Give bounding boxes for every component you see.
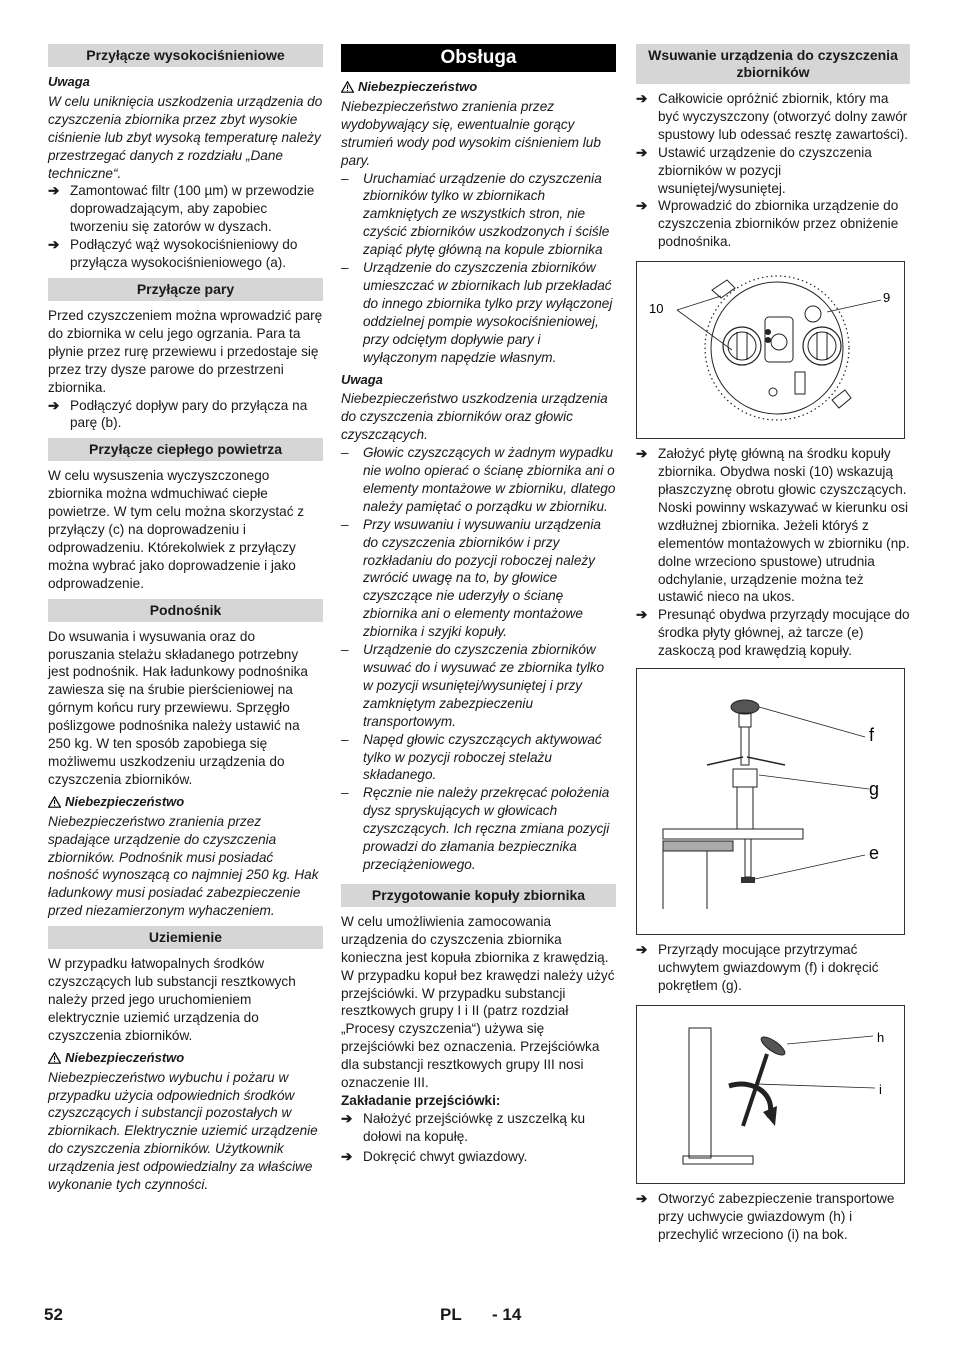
section-title-warm-air: Przyłącze ciepłego powietrza [48,438,323,461]
arrow-icon: ➔ [636,144,648,160]
section-title-high-pressure: Przyłącze wysokociśnieniowe [48,44,323,67]
figure-main-plate [636,261,905,439]
fig2-label-g: g [869,779,880,800]
instruction-item: ➔ Presunąć obydwa przyrządy mocujące do środka płyty głównej, aż tarcze (e) zaskoczą pod krawędzią kopuły. [636,607,910,659]
arrow-icon: ➔ [636,607,648,623]
paragraph: Przed czyszczeniem można wprowadzić parę do zbiornika w celu jego ogrzania. Para ta płynie przez rurę przewiewu i przedostaje się przez trzy dysze parowe do przestrzeni zbiornika. [48,307,323,395]
instruction-item: ➔ Zamontować filtr (100 µm) w przewodzie doprowadzającym, aby zapobiec tworzeniu się zatorów w dyszach. [48,183,315,235]
note-item: – Urządzenie do czyszczenia zbiorników wsuwać do i wysuwać ze zbiornika tylko w pozycji wsuniętej/wysuniętej i przy zamkniętym zabezpieczeniu transportowym. [341,642,605,729]
warning-icon [48,796,61,808]
figure-transport-lock [636,1005,905,1184]
section-title-insertion: Wsuwanie urządzenia do czyszczenia zbiorników [636,44,910,84]
danger-text: Niebezpieczeństwo zranienia przez wydobywający się, ewentualnie gorący strumień wody pod wysokim ciśnieniem lub pary. [341,98,601,168]
paragraph: W celu umożliwienia zamocowania urządzenia do czyszczenia zbiornika konieczna jest kopuła zbiornika z krawędzią. W przypadku kopuł bez krawędzi należy użyć przejściówki. W przypadku substancji resztkowych grupy I i II (patrz rozdział „Procesy czyszczenia“) używa się przejściówki bez oznaczenia. Przejściówka dla substancji resztkowych grupy III nosi oznaczenie III. [341,913,615,1091]
arrow-icon: ➔ [636,446,648,462]
sub-page-number: - 14 [492,1305,522,1324]
fig2-label-e: e [869,843,880,864]
note-text: Niebezpieczeństwo uszkodzenia urządzenia do czyszczenia zbiorników oraz głowic czyszczących. [341,391,608,443]
arrow-icon: ➔ [636,1190,648,1206]
note-item: – Ręcznie nie należy przekręcać położenia dysz spryskujących w głowicach czyszczących. Ich ręczna zmiana pozycji prowadzi do złamania bezpiecznika przeciążeniowego. [341,785,610,872]
section-title-hoist: Podnośnik [48,599,323,622]
subheading: Zakładanie przejściówki: [341,1092,501,1108]
arrow-icon: ➔ [48,183,60,199]
danger-label: Niebezpieczeństwo [341,78,616,96]
transport-lock-drawing [637,1006,904,1183]
column-left [48,44,323,1194]
instruction-item: ➔ Otworzyć zabezpieczenie transportowe przy uchwycie gwiazdowym (h) i przechylić wrzeciono (i) na bok. [636,1190,895,1242]
fig1-label-9: 9 [883,290,891,306]
paragraph: Do wsuwania i wysuwania oraz do poruszania stelażu składanego potrzebny jest podnośnik. Hak ładunkowy podnośnika zawiesza się na śrubie pierścieniowej na górnym końcu rury przewiewu. Sprzęgło poślizgowe podnośnika należy ustawić na 250 kg. W ten sposób zapobiega się możliwemu uszkodzeniu urządzenia do czyszczenia zbiorników. [48,628,308,787]
note-item: – Napęd głowic czyszczących aktywować tylko w pozycji roboczej stelażu składanego. [341,731,602,783]
chapter-title: Obsługa [341,44,616,72]
fig2-label-f: f [869,725,875,746]
fig3-label-h: h [877,1029,885,1045]
instruction-item: ➔ Nałożyć przejściówkę z uszczelką ku dołowi na kopułę. [341,1110,586,1144]
note-label: Uwaga [48,74,90,89]
warning-icon [341,81,354,93]
main-plate-drawing [637,262,904,438]
danger-text: Niebezpieczeństwo wybuchu i pożaru w przypadku użycia odpowiednich środków czyszczących i substancji pozostałych w zbiornikach. Elektrycznie uziemić urządzenie do czyszczenia zbiorników. Użytkownik urządzenia jest odpowiedzialny za właściwe wykonanie tych czynności. [48,1069,318,1193]
note-item: – Przy wsuwaniu i wysuwaniu urządzenia do czyszczenia zbiorników i przy rozkładaniu do pozycji roboczej należy zwrócić uwagę na to, by głowice czyszczące nie uderzyły o ścianę zbiornika ani o elementy montażowe zbiornika i szyjki kopuły. [341,516,601,640]
instruction-item: ➔ Dokręcić chwyt gwiazdowy. [341,1148,528,1164]
instruction-item: ➔ Przyrządy mocujące przytrzymać uchwytem gwiazdowym (f) i dokręcić pokrętłem (g). [636,942,879,993]
arrow-icon: ➔ [48,237,60,253]
clamp-drawing [637,669,904,934]
danger-label: Niebezpieczeństwo [48,1049,323,1067]
note-label: Uwaga [341,371,383,387]
language-code: PL [440,1305,462,1324]
section-title-dome-prep: Przygotowanie kopuły zbiornika [341,884,616,907]
arrow-icon: ➔ [636,198,648,214]
arrow-icon: ➔ [636,942,648,958]
instruction-item: ➔ Wprowadzić do zbiornika urządzenie do czyszczenia zbiorników przez obniżenie podnośnika. [636,198,899,250]
instruction-item: ➔ Podłączyć dopływ pary do przyłącza na parę (b). [48,397,308,431]
danger-text: Niebezpieczeństwo zranienia przez spadające urządzenie do czyszczenia zbiorników. Podnośnik musi posiadać nośność wynoszącą co najmniej 250 kg. Hak ładunkowy musi posiadać zabezpieczenie przed niezamierzonym wyhaczeniem. [48,813,319,919]
figure-clamp [636,668,905,935]
danger-label: Niebezpieczeństwo [48,793,323,811]
instruction-item: ➔ Założyć płytę główną na środku kopuły zbiornika. Obydwa noski (10) wskazują płaszczyznę obrotu głowic czyszczących. Noski powinny wskazywać w kierunku osi wzdłużnej zbiornika. Jeżeli któryś z elementów montażowych w zbiorniku (np. dolne wrzeciono spustowe) utrudnia odchylanie, urządzenie można też ustawić nieco na ukos. [636,446,910,605]
warning-item: – Uruchamiać urządzenie do czyszczenia zbiorników tylko w zbiornikach zamkniętych ze wszystkich stron, nie czyścić zbiorników uszkodzonych i ściśle zapiąć płytę główną na kopule zbiornika [341,170,610,258]
column-middle [341,44,616,1166]
instruction-item: ➔ Ustawić urządzenie do czyszczenia zbiorników w pozycji wsuniętej/wysuniętej. [636,144,872,196]
fig1-label-10: 10 [649,301,664,317]
arrow-icon: ➔ [48,397,60,413]
section-title-steam: Przyłącze pary [48,278,323,301]
paragraph: W celu wysuszenia wyczyszczonego zbiornika można wdmuchiwać ciepłe powietrze. W tym celu można skorzystać z przyłączy (c) na doprowadzeniu i odprowadzeniu. Którekolwiek z przyłączy można wybrać jako doprowadzenie i jako odprowadzenie. [48,468,305,591]
note-text: W celu uniknięcia uszkodzenia urządzenia do czyszczenia zbiornika przez zbyt wysokie ciśnienie lub zbyt wysoką temperaturę należy przestrzegać danych z rozdziału „Dane techniczne“. [48,93,323,181]
warning-item: – Urządzenie do czyszczenia zbiorników umieszczać w zbiornikach lub przekładać do innego zbiornika tylko przy wyłączonej oddzielnej pompie wysokociśnieniowej, przy odciętym dopływie pary i wyłączonym napędzie własnym. [341,260,613,365]
column-right [636,44,910,1243]
fig3-label-i: i [879,1081,882,1097]
note-item: – Głowic czyszczących w żadnym wypadku nie wolno opierać o ścianę zbiornika ani o elementy montażowe w zbiorniku, dlatego należy pamiętać o porządku w zbiorniku. [341,445,616,514]
arrow-icon: ➔ [341,1148,353,1164]
arrow-icon: ➔ [636,91,648,106]
warning-icon [48,1052,61,1064]
section-title-grounding: Uziemienie [48,926,323,949]
arrow-icon: ➔ [341,1110,353,1126]
paragraph: W przypadku łatwopalnych środków czyszczących lub substancji resztkowych należy przed jego uruchomieniem elektrycznie uziemić urządzenia do czyszczenia zbiorników. [48,956,296,1043]
page-number: 52 [44,1305,63,1324]
instruction-item: ➔ Całkowicie opróżnić zbiornik, który ma być wyczyszczony (otworzyć dolny zawór spustowy lub odessać resztę zawartości). [636,91,909,142]
instruction-item: ➔ Podłączyć wąż wysokociśnieniowy do przyłącza wysokociśnieniowego (a). [48,237,298,271]
